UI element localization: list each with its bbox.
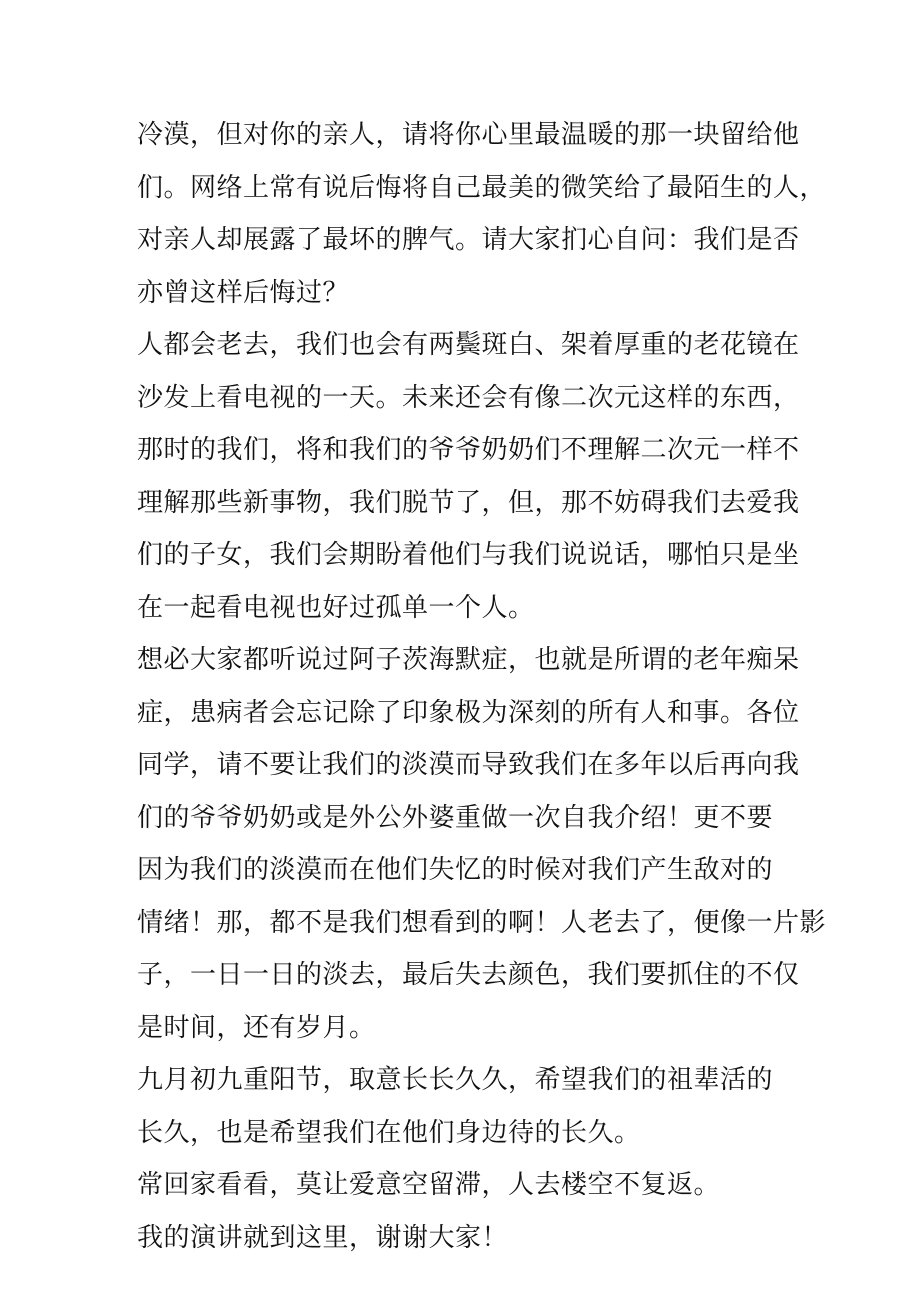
text-line: 情绪！那，都不是我们想看到的啊！人老去了，便像一片影 [137, 907, 827, 938]
text-line: 因为我们的淡漠而在他们失忆的时候对我们产生敌对的 [137, 855, 774, 885]
text-line: 在一起看电视也好过孤单一个人。 [137, 592, 535, 623]
text-line: 想必大家都听说过阿子茨海默症，也就是所谓的老年痴呆 [137, 645, 800, 675]
text-line: 理解那些新事物，我们脱节了，但，那不妨碍我们去爱我 [137, 487, 800, 518]
text-line: 亦曾这样后悔过？ [137, 277, 350, 308]
text-line: 人都会老去，我们也会有两鬓斑白、架着厚重的老花镜在 [137, 330, 800, 360]
text-line: 长久，也是希望我们在他们身边待的长久。 [137, 1117, 641, 1148]
text-line: 症，患病者会忘记除了印象极为深刻的所有人和事。各位 [137, 697, 800, 728]
text-line: 对亲人却展露了最坏的脾气。请大家扪心自问：我们是否 [137, 225, 800, 255]
speech-text-body [137, 109, 827, 1264]
text-line: 冷漠，但对你的亲人，请将你心里最温暖的那一块留给他 [137, 120, 800, 150]
text-line: 们的爷爷奶奶或是外公外婆重做一次自我介绍！更不要 [137, 802, 774, 833]
text-line: 我的演讲就到这里，谢谢大家！ [137, 1222, 509, 1253]
text-line: 九月初九重阳节，取意长长久久，希望我们的祖辈活的 [137, 1065, 774, 1095]
text-line: 是时间，还有岁月。 [137, 1012, 376, 1043]
text-line: 子，一日一日的淡去，最后失去颜色，我们要抓住的不仅 [137, 960, 800, 990]
text-line: 那时的我们，将和我们的爷爷奶奶们不理解二次元一样不 [137, 435, 800, 465]
text-line: 沙发上看电视的一天。未来还会有像二次元这样的东西， [137, 382, 800, 413]
text-line: 常回家看看，莫让爱意空留滞，人去楼空不复返。 [137, 1170, 721, 1200]
text-line: 们。网络上常有说后悔将自己最美的微笑给了最陌生的人， [137, 172, 827, 203]
text-line: 同学，请不要让我们的淡漠而导致我们在多年以后再向我 [137, 750, 800, 780]
text-line: 们的子女，我们会期盼着他们与我们说说话，哪怕只是坐 [137, 540, 800, 570]
